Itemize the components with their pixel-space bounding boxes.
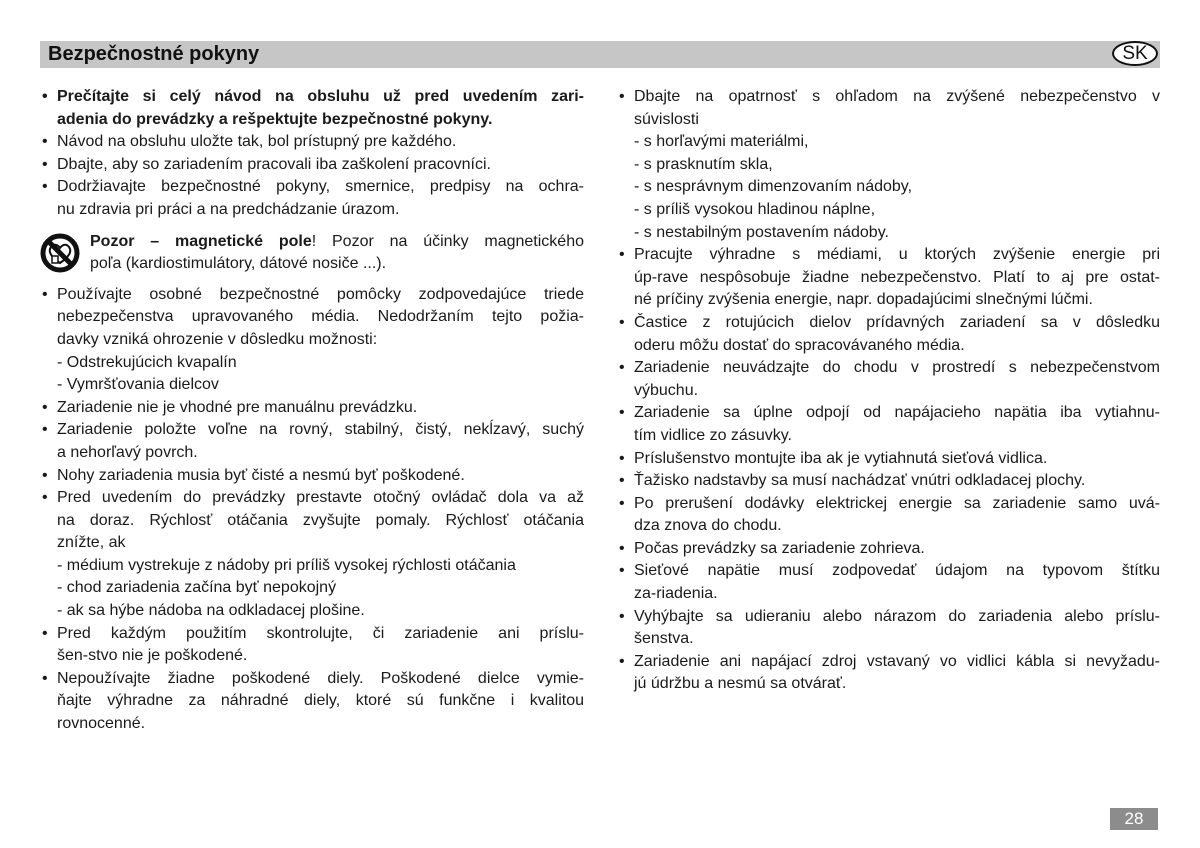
safety-list-bottom bbox=[40, 284, 584, 736]
language-badge: SK bbox=[1112, 41, 1158, 66]
list-item bbox=[617, 86, 1160, 244]
list-item bbox=[617, 357, 1160, 402]
list-item-line: • Zariadenie neuvádzajte do chodu v prostredí s nebezpečenstvom bbox=[634, 359, 1160, 377]
section-header-bar bbox=[40, 41, 1160, 68]
sub-item: - Odstrekujúcich kvapalín bbox=[57, 353, 237, 371]
list-item-line: nu zdravia pri práci a na predchádzanie úrazom. bbox=[57, 200, 400, 218]
list-item bbox=[40, 668, 584, 736]
list-item-line: výbuchu. bbox=[634, 381, 699, 399]
warning-line bbox=[90, 231, 584, 254]
list-item-line: • Počas prevádzky sa zariadenie zohrieva. bbox=[634, 539, 925, 557]
list-item-line: • Častice z rotujúcich dielov prídavných zariadení sa v dôsledku bbox=[634, 313, 1160, 331]
list-item-line: • Návod na obsluhu uložte tak, bol prístupný pre každého. bbox=[57, 133, 457, 151]
magnetic-field-warning bbox=[40, 231, 584, 276]
list-item-line: • Príslušenstvo montujte iba ak je vytiahnutá sieťová vidlica. bbox=[634, 449, 1048, 467]
list-item-line: adenia do prevádzky a rešpektujte bezpečnostné pokyny. bbox=[57, 110, 493, 128]
list-item bbox=[40, 284, 584, 397]
list-item bbox=[40, 397, 584, 420]
list-item-line: • Pred každým použitím skontrolujte, či zariadenie ani príslu- bbox=[57, 624, 584, 642]
sub-item: - s príliš vysokou hladinou náplne, bbox=[634, 200, 876, 218]
list-item-line: • Prečítajte si celý návod na obsluhu už pred uvedením zari- bbox=[57, 88, 584, 105]
list-item-line: jú údržbu a nesmú sa otvárať. bbox=[634, 675, 847, 693]
list-item-line: • Zariadenie položte voľne na rovný, stabilný, čistý, nekĺzavý, suchý bbox=[57, 421, 584, 439]
no-pacemaker-icon bbox=[40, 232, 80, 274]
list-item bbox=[40, 487, 584, 623]
list-item bbox=[617, 402, 1160, 447]
list-item-line: a nehorľavý povrch. bbox=[57, 443, 198, 461]
page-number: 28 bbox=[1110, 808, 1158, 830]
list-item-line: • Zariadenie sa úplne odpojí od napájacieho napätia iba vytiahnu- bbox=[634, 404, 1160, 422]
list-item bbox=[40, 154, 584, 177]
list-item-line: • Pracujte výhradne s médiami, u ktorých zvýšenie energie pri bbox=[634, 246, 1160, 264]
list-item-line: súvislosti bbox=[634, 110, 699, 128]
list-item-line: na doraz. Rýchlosť otáčania zvyšujte pomaly. Rýchlosť otáčania bbox=[57, 511, 584, 529]
warning-title: Pozor – magnetické pole bbox=[90, 232, 312, 250]
list-item bbox=[617, 312, 1160, 357]
list-item bbox=[40, 86, 584, 131]
list-item bbox=[40, 176, 584, 221]
safety-list-top bbox=[40, 86, 584, 222]
list-item-line: • Používajte osobné bezpečnostné pomôcky zodpovedajúce triede bbox=[57, 285, 584, 303]
list-item-line: • Sieťové napätie musí zodpovedať údajom na typovom štítku bbox=[634, 562, 1160, 580]
list-item-line: • Vyhýbajte sa udieraniu alebo nárazom do zariadenia alebo príslu- bbox=[634, 607, 1160, 625]
list-item-line: • Zariadenie nie je vhodné pre manuálnu prevádzku. bbox=[57, 398, 418, 416]
sub-item: - s nestabilným postavením nádoby. bbox=[634, 223, 889, 241]
warning-line: poľa (kardiostimulátory, dátové nosiče ...). bbox=[90, 255, 387, 273]
list-item bbox=[40, 623, 584, 668]
list-item-line: oderu môžu dostať do spracovávaného média. bbox=[634, 336, 965, 354]
list-item-line: znížte, ak bbox=[57, 534, 126, 552]
list-item-line: • Nepoužívajte žiadne poškodené diely. Poškodené dielce vymie- bbox=[57, 669, 584, 687]
list-item-line: za-riadenia. bbox=[634, 585, 718, 603]
list-item bbox=[617, 470, 1160, 493]
list-item bbox=[617, 651, 1160, 696]
list-item bbox=[40, 131, 584, 154]
list-item bbox=[617, 244, 1160, 312]
sub-item: - Vymršťovania dielcov bbox=[57, 376, 219, 394]
list-item-line: né príčiny zvýšenia energie, napr. dopadajúcimi slnečnými lúčmi. bbox=[634, 291, 1093, 309]
list-item-line: dza znova do chodu. bbox=[634, 517, 782, 535]
list-item-line: • Pred uvedením do prevádzky prestavte otočný ovládač dola va až bbox=[57, 489, 584, 507]
list-item bbox=[40, 419, 584, 464]
sub-item: - ak sa hýbe nádoba na odkladacej plošine. bbox=[57, 602, 365, 620]
list-item-line: • Dbajte na opatrnosť s ohľadom na zvýšené nebezpečenstvo v bbox=[634, 88, 1160, 105]
list-item-line: úp-rave nespôsobuje žiadne nebezpečenstvo. Platí to aj pre ostat- bbox=[634, 268, 1160, 286]
right-column bbox=[617, 86, 1160, 696]
left-column bbox=[40, 86, 584, 736]
list-item-line: tím vidlice zo zásuvky. bbox=[634, 426, 792, 444]
list-item-line: šen-stvo nie je poškodené. bbox=[57, 647, 248, 665]
list-item-line: šenstva. bbox=[634, 630, 694, 648]
list-item-line: • Dbajte, aby so zariadením pracovali iba zaškolení pracovníci. bbox=[57, 155, 491, 173]
list-item-line: • Zariadenie ani napájací zdroj vstavaný vo vidlici kábla si nevyžadu- bbox=[634, 652, 1160, 670]
sub-item: - chod zariadenia začína byť nepokojný bbox=[57, 579, 337, 597]
warning-text: ! Pozor na účinky magnetického bbox=[311, 232, 585, 250]
list-item-line: • Nohy zariadenia musia byť čisté a nesmú byť poškodené. bbox=[57, 466, 465, 484]
list-item-line: • Po prerušení dodávky elektrickej energie sa zariadenie samo uvá- bbox=[634, 494, 1160, 512]
list-item-line: nebezpečenstva upravovaného média. Nedodržaním tejto požia- bbox=[57, 308, 584, 326]
sub-item: - s prasknutím skla, bbox=[634, 155, 773, 173]
list-item-line: • Dodržiavajte bezpečnostné pokyny, smernice, predpisy na ochra- bbox=[57, 178, 584, 196]
list-item bbox=[617, 538, 1160, 561]
list-item bbox=[617, 448, 1160, 471]
page-title: Bezpečnostné pokyny bbox=[48, 43, 260, 65]
list-item-line: davky vzniká ohrozenie v dôsledku možnosti: bbox=[57, 330, 378, 348]
sub-item: - s nesprávnym dimenzovaním nádoby, bbox=[634, 178, 913, 196]
list-item-line: rovnocenné. bbox=[57, 715, 146, 733]
list-item bbox=[617, 560, 1160, 605]
list-item-line: ňajte výhradne za náhradné diely, ktoré sú funkčne i kvalitou bbox=[57, 692, 584, 710]
list-item-line: • Ťažisko nadstavby sa musí nachádzať vnútri odkladacej plochy. bbox=[634, 472, 1086, 490]
sub-item: - s horľavými materiálmi, bbox=[634, 133, 809, 151]
sub-item: - médium vystrekuje z nádoby pri príliš vysokej rýchlosti otáčania bbox=[57, 556, 516, 574]
list-item bbox=[617, 606, 1160, 651]
list-item bbox=[617, 493, 1160, 538]
list-item bbox=[40, 465, 584, 488]
safety-list-right bbox=[617, 86, 1160, 696]
